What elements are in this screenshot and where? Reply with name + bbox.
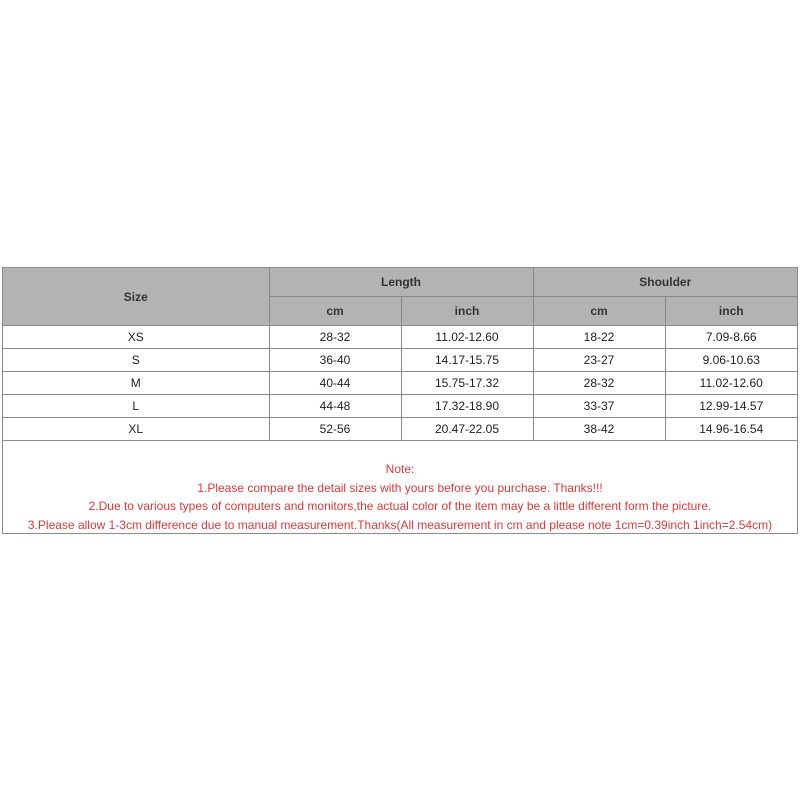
cell-size: S <box>3 349 269 372</box>
cell-length-cm: 28-32 <box>269 326 401 349</box>
header-shoulder-cm: cm <box>533 297 665 326</box>
table-row <box>3 395 797 418</box>
cell-shoulder-inch: 7.09-8.66 <box>665 326 797 349</box>
header-length: Length <box>269 268 533 297</box>
cell-shoulder-cm: 18-22 <box>533 326 665 349</box>
notes-section <box>3 441 797 534</box>
cell-shoulder-cm: 23-27 <box>533 349 665 372</box>
notes-title: Note: <box>385 462 415 476</box>
cell-length-inch: 20.47-22.05 <box>401 418 533 441</box>
header-length-cm: cm <box>269 297 401 326</box>
cell-length-cm: 40-44 <box>269 372 401 395</box>
cell-length-inch: 11.02-12.60 <box>401 326 533 349</box>
table-row <box>3 418 797 441</box>
cell-size: M <box>3 372 269 395</box>
cell-shoulder-inch: 12.99-14.57 <box>665 395 797 418</box>
table-row <box>3 349 797 372</box>
cell-shoulder-cm: 38-42 <box>533 418 665 441</box>
header-length-inch: inch <box>401 297 533 326</box>
cell-shoulder-cm: 28-32 <box>533 372 665 395</box>
note-line: 2.Due to various types of computers and monitors,the actual color of the item may be a little different form the picture. <box>88 499 712 513</box>
table-row <box>3 326 797 349</box>
table-row <box>3 372 797 395</box>
cell-length-cm: 36-40 <box>269 349 401 372</box>
cell-shoulder-inch: 11.02-12.60 <box>665 372 797 395</box>
note-line: 1.Please compare the detail sizes with yours before you purchase. Thanks!!! <box>197 480 603 495</box>
size-chart <box>2 267 798 534</box>
cell-shoulder-cm: 33-37 <box>533 395 665 418</box>
cell-size: L <box>3 395 269 418</box>
cell-length-cm: 52-56 <box>269 418 401 441</box>
cell-shoulder-inch: 14.96-16.54 <box>665 418 797 441</box>
size-table <box>3 268 797 441</box>
cell-length-inch: 14.17-15.75 <box>401 349 533 372</box>
note-line: 3.Please allow 1-3cm difference due to manual measurement.Thanks(All measurement in cm and please note 1cm=0.39inch 1inch=2.54cm) <box>27 517 773 532</box>
cell-size: XL <box>3 418 269 441</box>
cell-length-cm: 44-48 <box>269 395 401 418</box>
cell-length-inch: 15.75-17.32 <box>401 372 533 395</box>
header-size: Size <box>3 268 269 326</box>
header-shoulder-inch: inch <box>665 297 797 326</box>
cell-length-inch: 17.32-18.90 <box>401 395 533 418</box>
cell-size: XS <box>3 326 269 349</box>
cell-shoulder-inch: 9.06-10.63 <box>665 349 797 372</box>
header-shoulder: Shoulder <box>533 268 797 297</box>
